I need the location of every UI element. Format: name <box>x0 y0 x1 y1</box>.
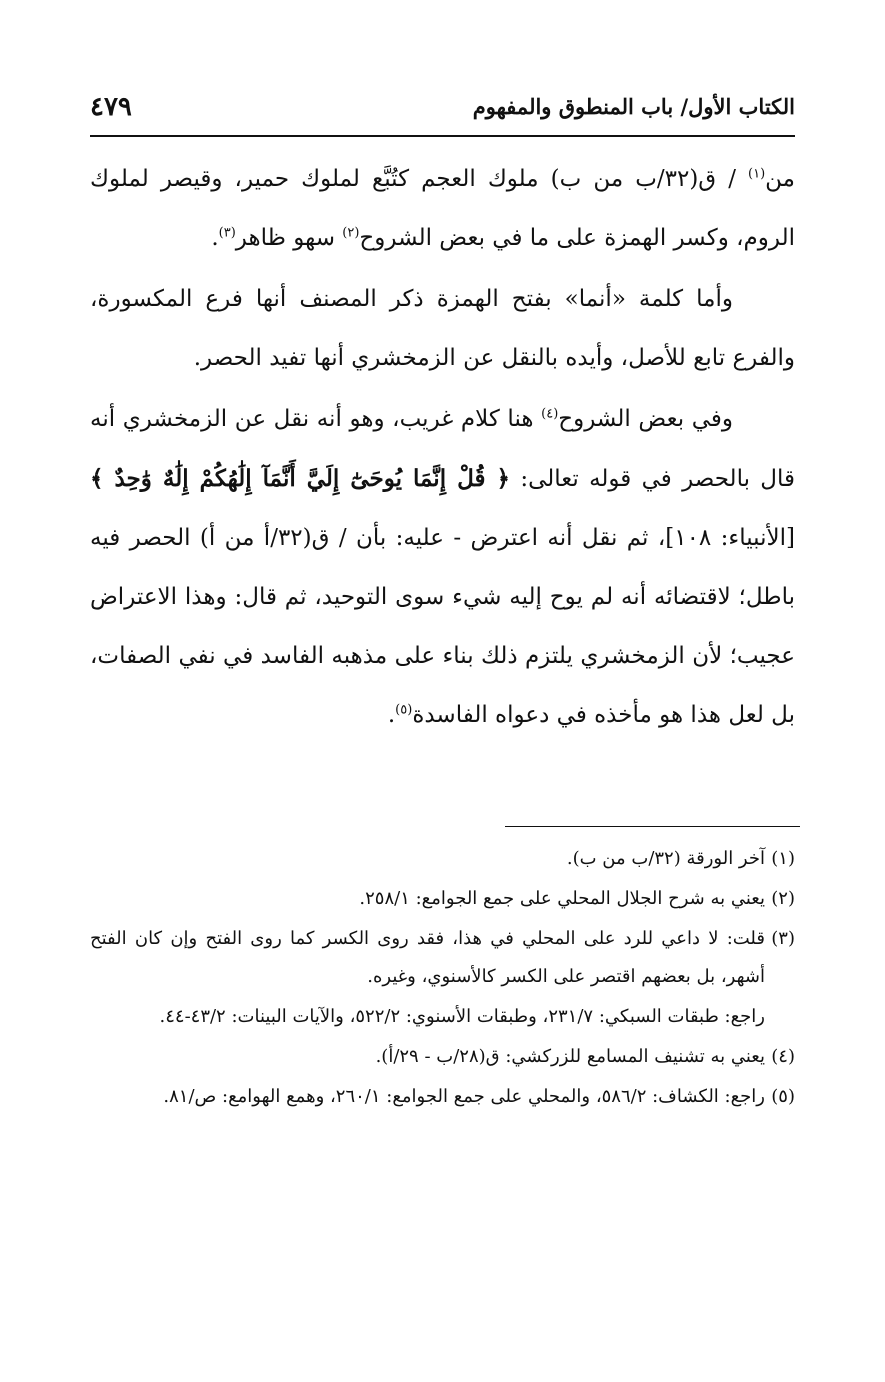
footnote-3 <box>90 920 795 996</box>
quran-verse: ﴿ قُلْ إِنَّمَا يُوحَىٰٓ إِلَيَّ أَنَّمَآ إِلَٰهُكُمْ إِلَٰهٌ وَٰحِدٌ ﴾ <box>90 465 511 492</box>
text-run: من <box>765 166 795 192</box>
footnotes <box>90 840 795 1118</box>
text-run: / ق(٣٢/ب من ب) ملوك العجم كتُبَّع لملوك حمير، وقيصر لملوك الروم، وكسر الهمزة على ما في بعض الشروح <box>90 166 795 251</box>
text-run: [الأنبياء: ١٠٨]، ثم نقل أنه اعترض - عليه: بأن / ق(٣٢/أ من أ) الحصر فيه باطل؛ لاقتضائه أنه لم يوح إليه شيء سوى التوحيد، ثم قال: وهذا الاعتراض عجيب؛ لأن الزمخشري يلتزم ذلك بناء على مذهبه الفاسد في نفي الصفات، بل لعل هذا هو مأخذه في دعواه الفاسدة <box>90 525 795 728</box>
text-run: هنا كلام غريب، وهو أنه نقل عن الزمخشري أنه قال بالحصر في قوله تعالى: <box>90 406 796 492</box>
paragraph-1 <box>90 150 795 268</box>
footnote-separator <box>505 826 800 827</box>
footnote-1 <box>90 840 795 878</box>
footnote-ref-3: (٣) <box>218 225 236 241</box>
main-text <box>90 150 795 747</box>
page-number: ٤٧٩ <box>90 92 132 122</box>
footnote-mark: (٣) <box>771 928 795 949</box>
text-run: وفي بعض الشروح <box>558 406 733 432</box>
footnote-mark: (٢) <box>771 888 795 909</box>
text-run: . <box>211 225 219 251</box>
page-header <box>90 92 795 134</box>
header-rule <box>90 135 795 137</box>
footnote-4 <box>90 1038 795 1076</box>
text-run: . <box>387 702 396 728</box>
footnote-3-references: راجع: طبقات السبكي: ٢٣١/٧، وطبقات الأسنوي: ٥٢٢/٢، والآيات البينات: ٤٣/٢-٤٤. <box>159 1006 765 1027</box>
footnote-2 <box>90 880 795 918</box>
footnote-text: راجع: الكشاف: ٥٨٦/٢، والمحلي على جمع الجوامع: ٢٦٠/١، وهمع الهوامع: ص/٨١. <box>163 1086 765 1107</box>
footnote-mark: (١) <box>771 848 795 869</box>
footnote-text: آخر الورقة (٣٢/ب من ب). <box>566 848 765 869</box>
running-title: الكتاب الأول/ باب المنطوق والمفهوم <box>472 94 795 119</box>
paragraph-2: وأما كلمة «أنما» بفتح الهمزة ذكر المصنف أنها فرع المكسورة، والفرع تابع للأصل، وأيده بالنقل عن الزمخشري أنها تفيد الحصر. <box>90 286 795 371</box>
footnote-text: قلت: لا داعي للرد على المحلي في هذا، فقد روى الكسر كما روى الفتح وإن كان الفتح أشهر، بل بعضهم اقتصر على الكسر كالأسنوي، وغيره. <box>90 928 765 987</box>
footnote-mark: (٥) <box>771 1086 795 1107</box>
footnote-text: يعني به تشنيف المسامع للزركشي: ق(٢٨/ب - ٢٩/أ). <box>375 1046 765 1067</box>
text-run: سهو ظاهر <box>235 225 343 251</box>
footnote-ref-4: (٤) <box>541 406 559 422</box>
footnote-text: يعني به شرح الجلال المحلي على جمع الجوامع: ٢٥٨/١. <box>359 888 765 909</box>
paragraph-3 <box>90 390 795 745</box>
footnote-ref-5: (٥) <box>395 702 413 718</box>
footnote-ref-1: (١) <box>748 166 766 182</box>
footnote-mark: (٤) <box>771 1046 795 1067</box>
footnote-5 <box>90 1078 795 1116</box>
footnote-ref-2: (٢) <box>342 225 360 241</box>
